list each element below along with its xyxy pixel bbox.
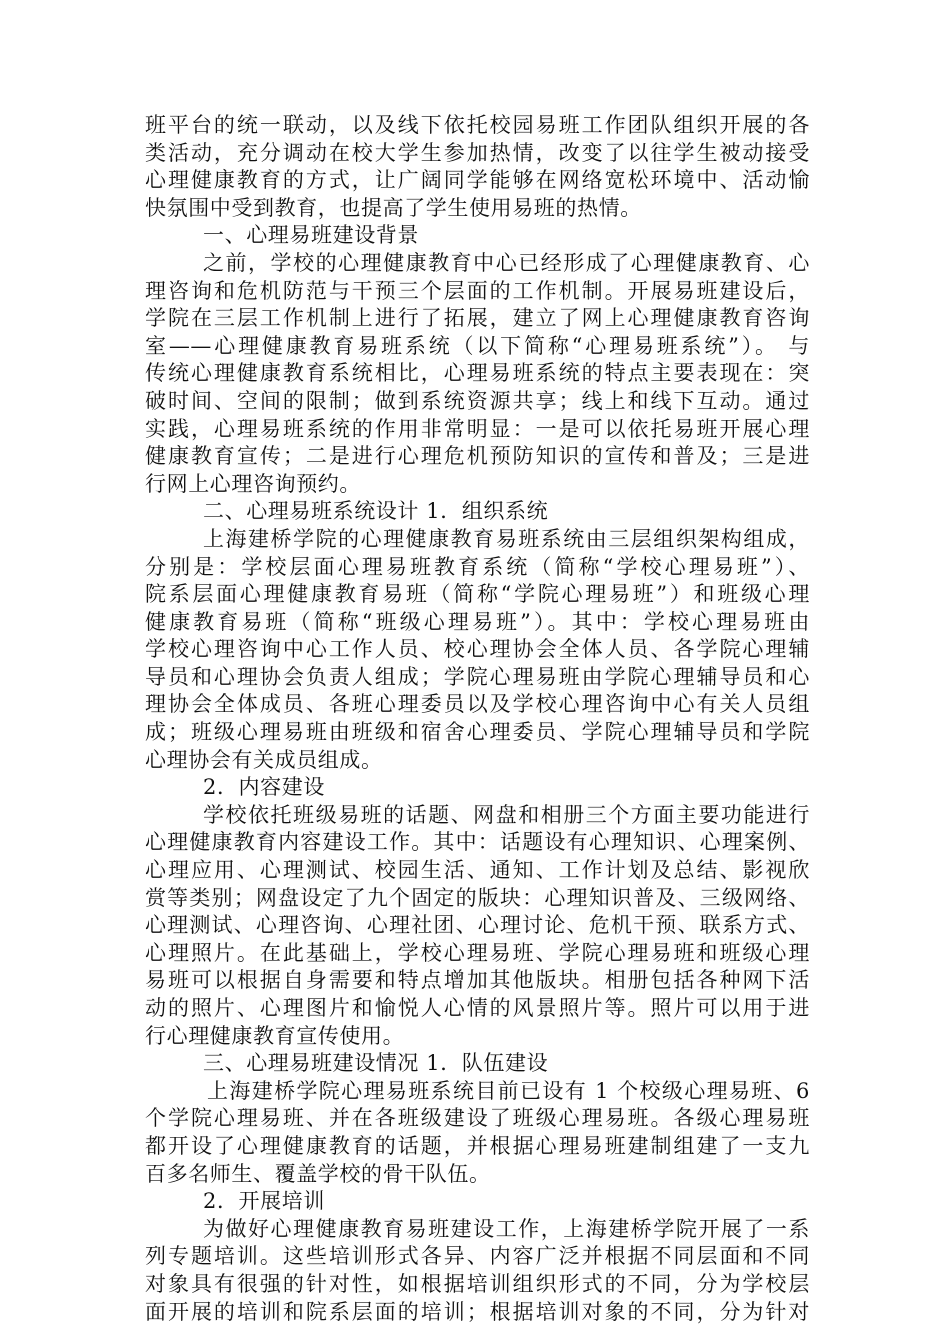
text-line: 快氛围中受到教育，也提高了学生使用易班的热情。 xyxy=(145,195,642,220)
text-line: 对象具有很强的针对性，如根据培训组织形式的不同，分为学校层 xyxy=(145,1271,810,1296)
text-line: 室——心理健康教育易班系统（以下简称“心理易班系统”）。 与 xyxy=(145,333,810,358)
text-line: 百多名师生、覆盖学校的骨干队伍。 xyxy=(145,1161,491,1186)
text-line: 成；班级心理易班由班级和宿舍心理委员、学院心理辅导员和学院 xyxy=(145,720,810,745)
text-line: 院系层面心理健康教育易班（简称“学院心理易班”）和班级心理 xyxy=(145,582,810,607)
text-line: 导员和心理协会负责人组成；学院心理易班由学院心理辅导员和心 xyxy=(145,664,810,689)
text-line: 上海建桥学院的心理健康教育易班系统由三层组织架构组成， xyxy=(203,526,810,551)
text-line: 分别是：学校层面心理易班教育系统（简称“学校心理易班”）、 xyxy=(145,554,810,579)
text-line: 之前，学校的心理健康教育中心已经形成了心理健康教育、心 xyxy=(203,250,810,275)
text-line: 心理健康教育的方式，让广阔同学能够在网络宽松环境中、活动愉 xyxy=(145,168,810,193)
section-heading: 2．内容建设 xyxy=(203,775,325,800)
text-line: 动的照片、心理图片和愉悦人心情的风景照片等。照片可以用于进 xyxy=(145,996,810,1020)
text-line: 面开展的培训和院系层面的培训；根据培训对象的不同，分为针对 xyxy=(145,1299,810,1324)
text-line: 易班可以根据自身需要和特点增加其他版块。相册包括各种网下活 xyxy=(145,968,810,993)
text-line: 传统心理健康教育系统相比，心理易班系统的特点主要表现在：突 xyxy=(145,361,810,386)
text-line: 为做好心理健康教育易班建设工作，上海建桥学院开展了一系 xyxy=(203,1216,810,1241)
text-line: 心理照片。在此基础上，学校心理易班、学院心理易班和班级心理 xyxy=(145,940,810,965)
text-line: 行心理健康教育宣传使用。 xyxy=(145,1023,405,1048)
section-heading: 三、心理易班建设情况 1．队伍建设 xyxy=(203,1051,549,1076)
text-line: 理咨询和危机防范与干预三个层面的工作机制。开展易班建设后， xyxy=(145,278,810,303)
text-line: 破时间、空间的限制；做到系统资源共享；线上和线下互动。通过 xyxy=(145,388,810,413)
text-line: 都开设了心理健康教育的话题，并根据心理易班建制组建了一支九 xyxy=(145,1133,810,1158)
text-line: 心理应用、心理测试、校园生活、通知、工作计划及总结、影视欣 xyxy=(145,858,810,883)
text-line: 上海建桥学院心理易班系统目前已设有 1 个校级心理易班、6 xyxy=(207,1078,810,1103)
text-line: 心理协会有关成员组成。 xyxy=(145,747,383,772)
text-line: 类活动，充分调动在校大学生参加热情，改变了以往学生被动接受 xyxy=(145,140,810,165)
text-line: 心理健康教育内容建设工作。其中：话题设有心理知识、心理案例、 xyxy=(145,830,810,855)
section-heading: 一、心理易班建设背景 xyxy=(203,223,419,248)
document-page xyxy=(145,112,810,1326)
text-line: 班平台的统一联动，以及线下依托校园易班工作团队组织开展的各 xyxy=(145,113,810,137)
text-line: 健康教育宣传；二是进行心理危机预防知识的宣传和普及；三是进 xyxy=(145,444,810,469)
text-line: 心理测试、心理咨询、心理社团、心理讨论、危机干预、联系方式、 xyxy=(145,913,810,938)
text-line: 理协会全体成员、各班心理委员以及学校心理咨询中心有关人员组 xyxy=(145,692,810,717)
text-line: 行网上心理咨询预约。 xyxy=(145,471,361,496)
text-line: 学院在三层工作机制上进行了拓展，建立了网上心理健康教育咨询 xyxy=(145,306,810,331)
text-line: 实践，心理易班系统的作用非常明显：一是可以依托易班开展心理 xyxy=(145,416,810,441)
section-heading: 二、心理易班系统设计 1．组织系统 xyxy=(203,499,549,524)
section-heading: 2．开展培训 xyxy=(203,1189,325,1214)
text-line: 学校心理咨询中心工作人员、校心理协会全体人员、各学院心理辅 xyxy=(145,637,810,662)
text-line: 学校依托班级易班的话题、网盘和相册三个方面主要功能进行 xyxy=(203,802,810,827)
text-line: 列专题培训。这些培训形式各异、内容广泛并根据不同层面和不同 xyxy=(145,1244,810,1269)
text-line: 个学院心理易班、并在各班级建设了班级心理易班。各级心理易班 xyxy=(145,1106,810,1131)
text-line: 赏等类别；网盘设定了九个固定的版块：心理知识普及、三级网络、 xyxy=(145,885,810,910)
text-line: 健康教育易班（简称“班级心理易班”）。其中：学校心理易班由 xyxy=(145,609,810,634)
